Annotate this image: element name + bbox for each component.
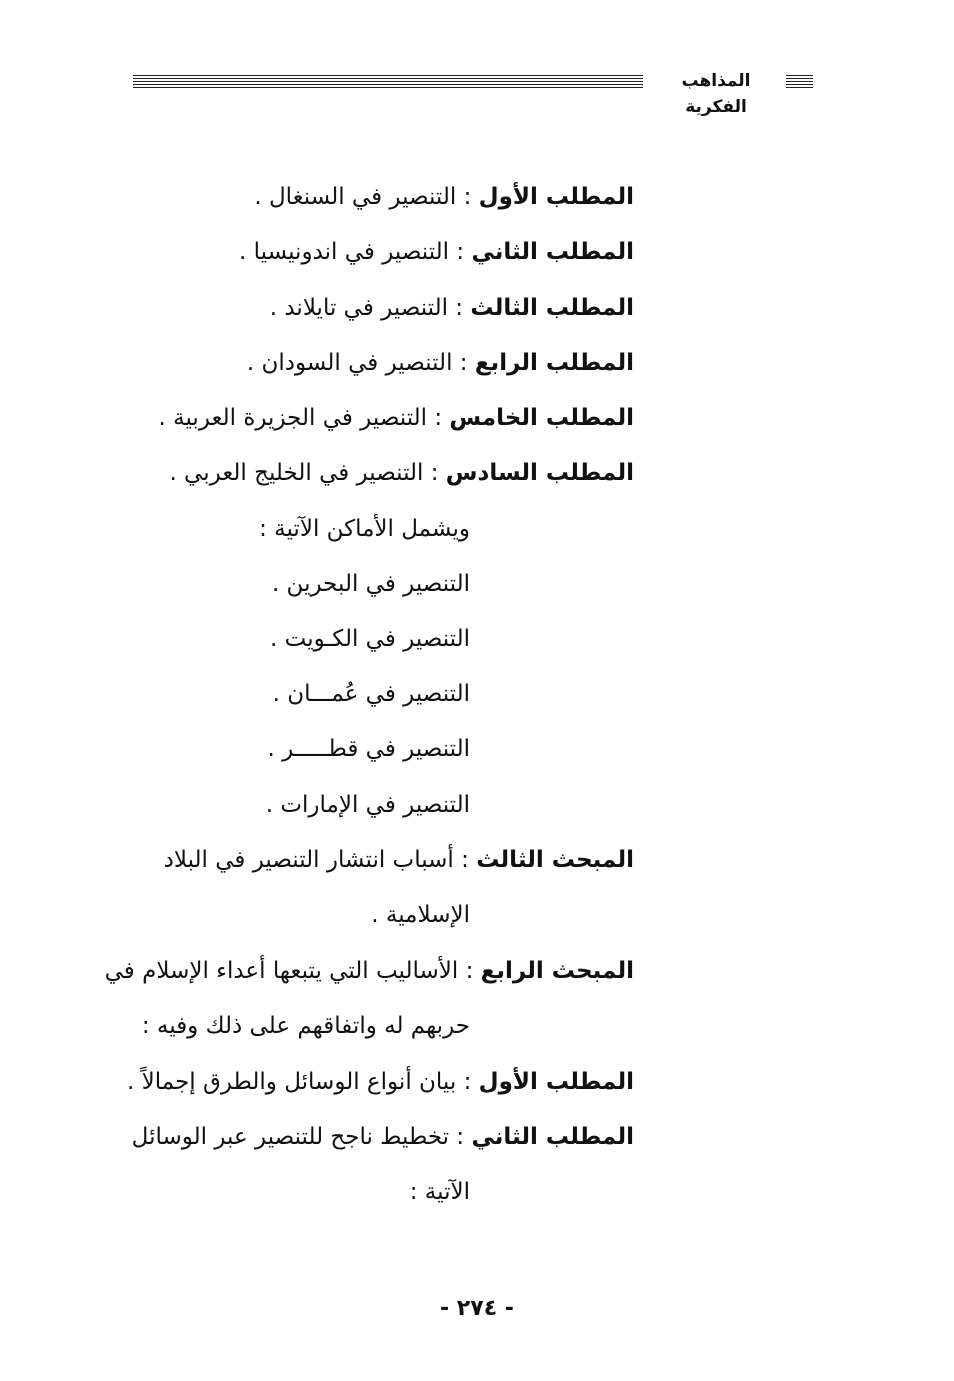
page-number: - ٢٧٤ - [440,1296,514,1321]
toc-line-mabhath-4 [105,955,634,987]
section-label: المطلب الثاني [471,239,634,265]
place-item-oman: التنصير في عُمـــان . [272,681,470,707]
header-rule-right [786,75,813,90]
toc-line-mabhath-3 [164,844,634,876]
header-rule-left [133,75,643,90]
place-item-bahrain: التنصير في البحرين . [271,571,470,597]
section-text: : بيان أنواع الوسائل والطرق إجمالاً . [127,1069,479,1095]
section-text: : التنصير في تايلاند . [269,295,471,321]
toc-line-matlab-2b [132,1121,634,1153]
section-text: : تخطيط ناجح للتنصير عبر الوسائل [131,1124,472,1150]
toc-line-continuation: حربهم له واتفاقهم على ذلك وفيه : [141,1013,470,1039]
toc-line-matlab-6 [169,457,634,489]
section-text: : التنصير في الجزيرة العربية . [158,405,450,431]
section-label: المطلب الخامس [449,405,634,431]
section-text: : الأساليب التي يتبعها أعداء الإسلام في [104,958,481,984]
toc-line-matlab-3 [270,292,634,324]
place-item-qatar: التنصير في قطـــــر . [267,736,470,762]
section-text: : أسباب انتشار التنصير في البلاد [163,847,477,873]
section-label: المطلب الأول [478,1069,634,1095]
section-label: المطلب السادس [445,460,634,486]
header-title: المذاهب الفكرية [681,71,751,117]
place-item-kuwait: التنصير في الكـويت . [270,626,470,652]
places-intro: ويشمل الأماكن الآتية : [259,516,470,542]
running-header [133,66,813,117]
section-label: المطلب الرابع [474,350,634,376]
section-text: : التنصير في اندونيسيا . [239,239,472,265]
toc-line-matlab-5 [159,402,634,434]
toc-line-continuation: الإسلامية . [371,902,470,928]
toc-line-matlab-1 [254,181,634,213]
section-label: المطلب الثاني [471,1124,634,1150]
toc-line-matlab-1b [127,1066,634,1098]
section-text: : التنصير في السنغال . [254,184,479,210]
section-label: المبحث الرابع [480,958,634,984]
section-label: المطلب الأول [478,184,634,210]
toc-line-continuation: الآتية : [409,1179,470,1205]
place-item-emirates: التنصير في الإمارات . [265,792,470,818]
section-label: المبحث الثالث [476,847,634,873]
toc-line-matlab-2 [239,236,634,268]
toc-line-matlab-4 [247,347,634,379]
section-label: المطلب الثالث [470,295,634,321]
section-text: : التنصير في الخليج العربي . [169,460,446,486]
section-text: : التنصير في السودان . [246,350,475,376]
